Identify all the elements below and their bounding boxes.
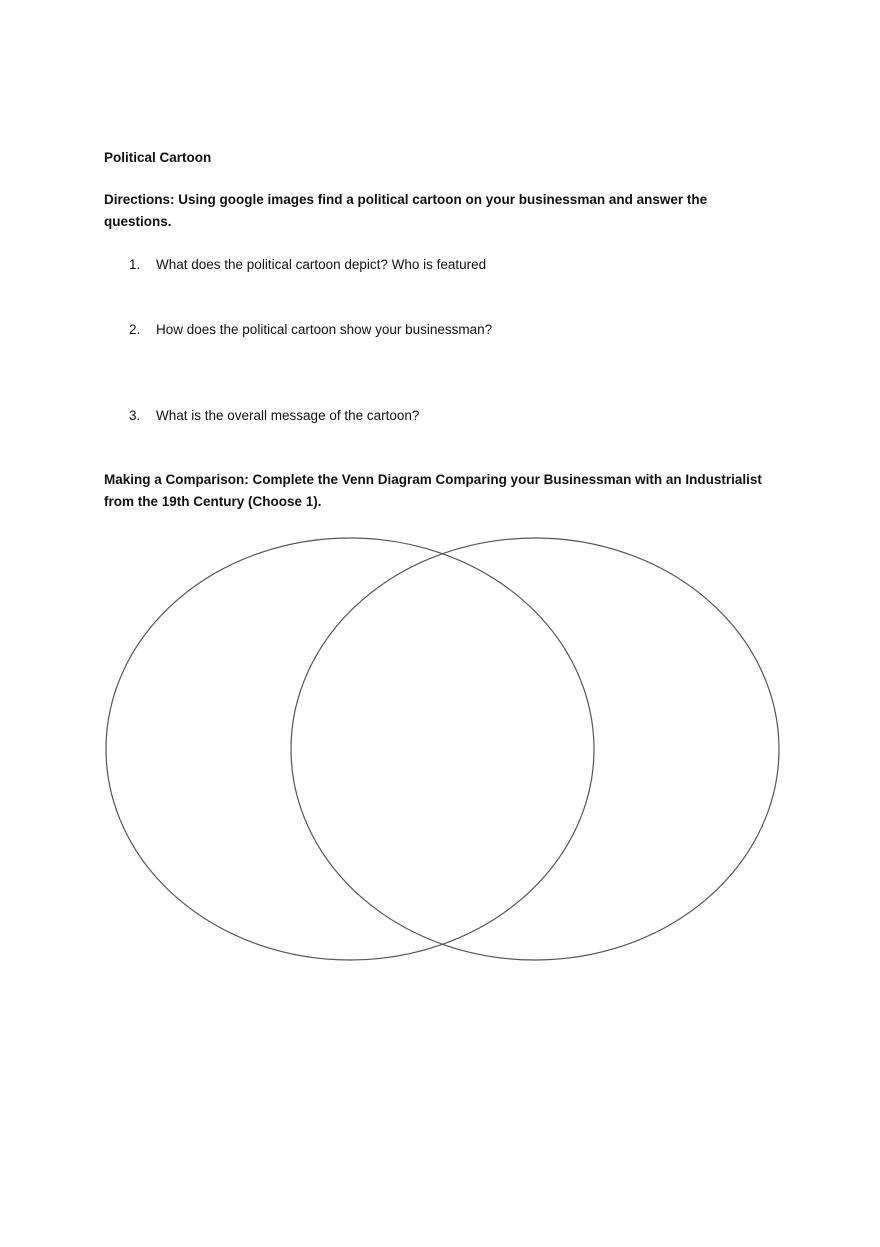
question-number: 3. bbox=[129, 408, 141, 423]
question-number: 2. bbox=[129, 322, 141, 337]
question-number: 1. bbox=[129, 257, 141, 272]
venn-right-circle bbox=[291, 538, 779, 960]
question-text: What is the overall message of the cartoon? bbox=[156, 408, 420, 423]
comparison-line-1: Making a Comparison: Complete the Venn Diagram Comparing your Businessman with an Industrialist bbox=[104, 472, 762, 487]
page-title: Political Cartoon bbox=[104, 150, 212, 165]
directions-line-1: Directions: Using google images find a political cartoon on your businessman and answer the bbox=[104, 192, 708, 207]
directions-line-2: questions. bbox=[104, 214, 172, 229]
venn-left-circle bbox=[106, 538, 594, 960]
question-text: What does the political cartoon depict? Who is featured bbox=[156, 257, 487, 272]
comparison-line-2: from the 19th Century (Choose 1). bbox=[104, 494, 322, 509]
question-text: How does the political cartoon show your businessman? bbox=[156, 322, 493, 337]
